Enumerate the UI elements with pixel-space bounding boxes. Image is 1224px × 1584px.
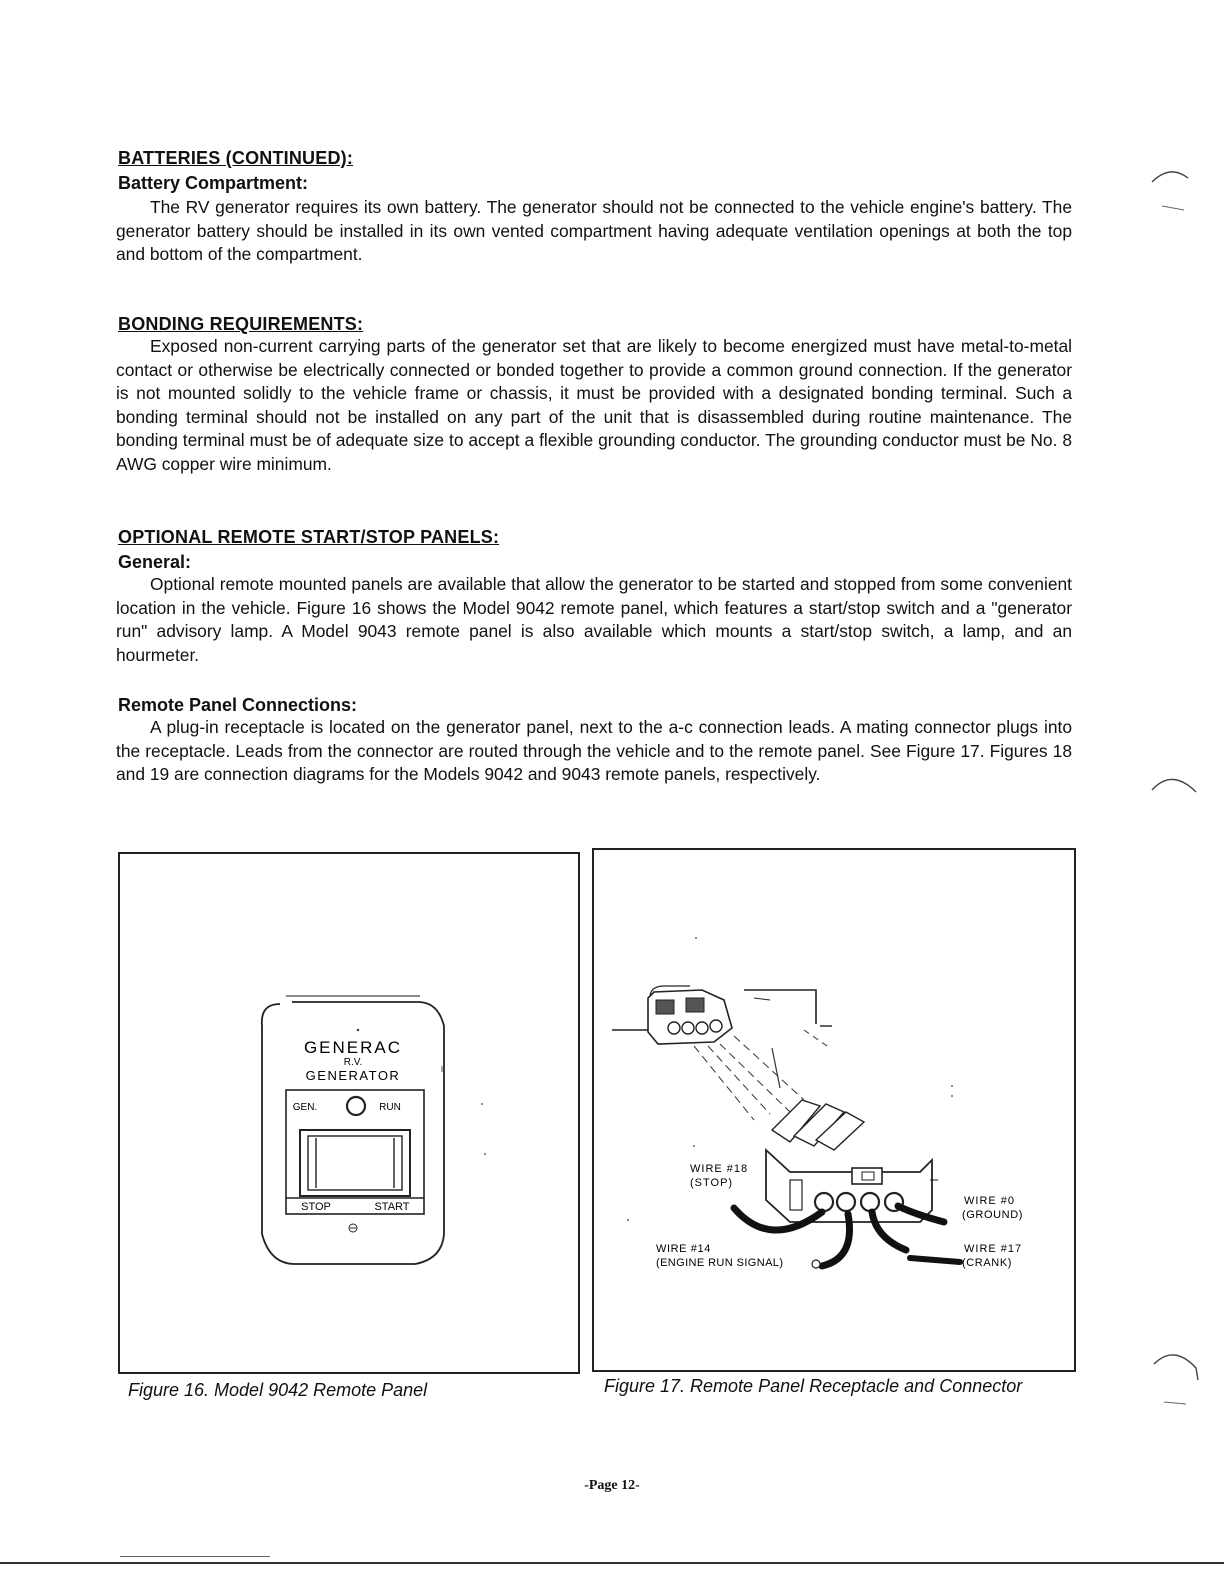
panel-rv-text: R.V. [343, 1057, 363, 1068]
panel-run-label: RUN [379, 1102, 401, 1113]
wire-18-label: WIRE #18 [690, 1163, 749, 1175]
paragraph-bonding: Exposed non-current carrying parts of the generator set that are likely to become energized must have metal-to-metal contact or otherwise be electrically connected or bonded together to provide a common ground connection. If the generator is not mounted solidly to the vehicle frame or chassis, it must be provided with a designated bonding terminal. Such a bonding terminal should not be installed on any part of the unit that is disassembled during routine maintenance. The bonding terminal must be of adequate size to accept a flexible grounding conductor. The grounding conductor must be No. 8 AWG copper wire minimum. [116, 336, 1072, 474]
binder-hole-mark-bottom [1148, 1340, 1208, 1410]
subheading-battery-compartment: Battery Compartment: [118, 173, 309, 193]
bottom-rule [0, 1562, 1224, 1564]
wire-17-label: WIRE #17 [964, 1243, 1023, 1255]
subheading-general: General: [118, 552, 192, 572]
wire-14-desc: (ENGINE RUN SIGNAL) [656, 1257, 784, 1269]
paragraph-general: Optional remote mounted panels are available that allow the generator to be started and stopped from some convenient location in the vehicle. Figure 16 shows the Model 9042 remote panel, which features a start/stop switch and a "generator run" advisory lamp. A Model 9043 remote panel is also available which mounts a start/stop switch, a lamp, and an hourmeter. [116, 574, 1072, 665]
section-heading-remote-panels: OPTIONAL REMOTE START/STOP PANELS: [118, 527, 500, 547]
figure-16-box [118, 852, 580, 1374]
subheading-remote-panel-connections: Remote Panel Connections: [118, 695, 358, 715]
panel-gen-label: GEN. [292, 1102, 318, 1113]
wire-18-desc: (STOP) [690, 1177, 734, 1189]
figure-17-connector-drawing [594, 850, 1074, 1370]
page-number: -Page 12- [584, 1478, 640, 1493]
panel-start-label: START [374, 1201, 410, 1213]
panel-brand-text: GENERAC [303, 1038, 403, 1057]
figure-16-remote-panel-drawing [120, 854, 578, 1372]
section-heading-bonding: BONDING REQUIREMENTS: [118, 314, 364, 334]
figure-17-box [592, 848, 1076, 1372]
run-lamp-icon [347, 1097, 365, 1115]
panel-generator-text: GENERATOR [305, 1068, 401, 1083]
wire-17-desc: (CRANK) [962, 1257, 1013, 1269]
figure-16-caption: Figure 16. Model 9042 Remote Panel [128, 1380, 428, 1400]
section-heading-batteries: BATTERIES (CONTINUED): [118, 148, 354, 168]
wire-14-label: WIRE #14 [656, 1243, 711, 1255]
binder-hole-mark-top [1148, 162, 1208, 222]
wire-0-label: WIRE #0 [964, 1195, 1016, 1207]
paragraph-remote-panel-connections: A plug-in receptacle is located on the generator panel, next to the a-c connection leads. A mating connector plugs into the receptacle. Leads from the connector are routed through the vehicle and to the remote panel. See Figure 17. Figures 18 and 19 are connection diagrams for the Models 9042 and 9043 remote panels, respectively. [116, 717, 1072, 784]
figure-17-caption: Figure 17. Remote Panel Receptacle and Connector [604, 1376, 1023, 1396]
paragraph-battery-compartment: The RV generator requires its own battery. The generator should not be connected to the vehicle engine's battery. The generator battery should be installed in its own vented compartment having adequate ventilation openings at both the top and bottom of the compartment. [116, 197, 1072, 264]
wire-0-desc: (GROUND) [962, 1209, 1024, 1221]
panel-stop-label: STOP [301, 1201, 331, 1213]
bottom-rule-short [120, 1556, 270, 1557]
binder-hole-mark-middle [1148, 764, 1208, 824]
